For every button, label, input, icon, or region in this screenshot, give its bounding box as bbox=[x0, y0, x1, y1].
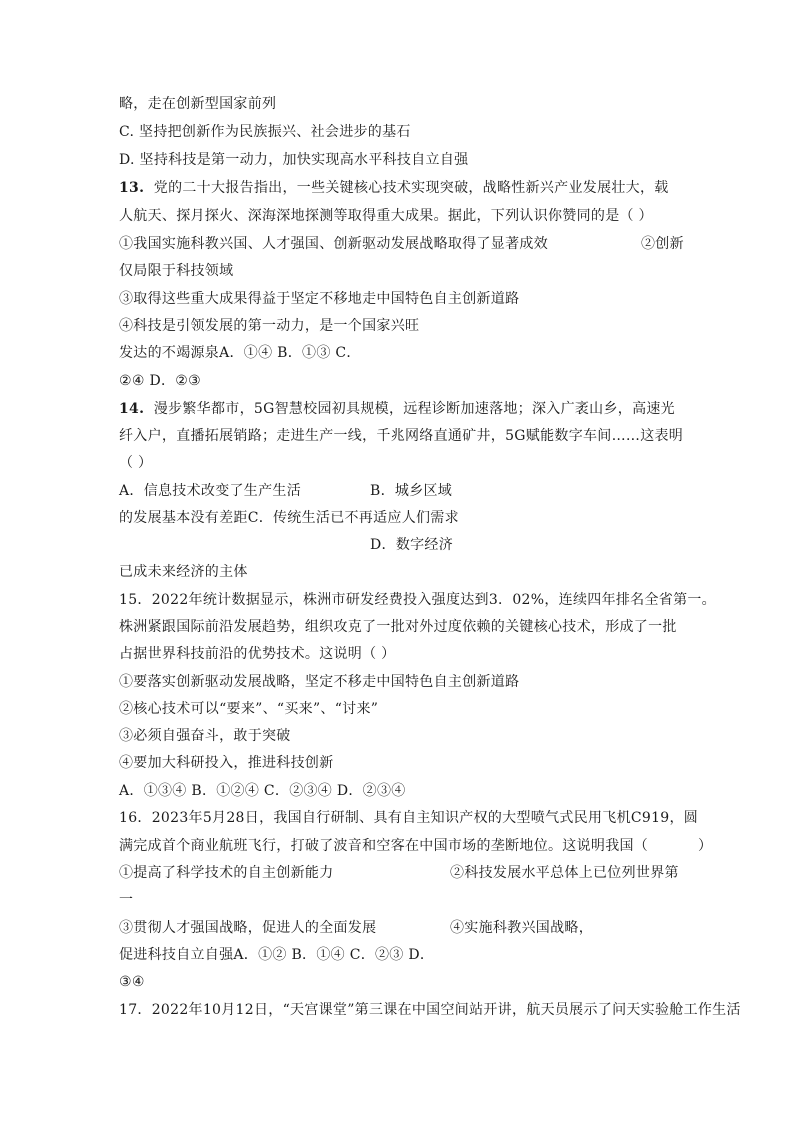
q16-statement-2-start: ②科技发展水平总体上已位列世界第 bbox=[450, 865, 679, 881]
q15-statement-3: ③必须自强奋斗，敢于突破 bbox=[119, 728, 291, 744]
q16-statement-4-start: ④实施科教兴国战略， bbox=[450, 920, 593, 936]
q15-statement-1: ①要落实创新驱动发展战略，坚定不移走中国特色自主创新道路 bbox=[119, 674, 520, 690]
q14-option-b-start: B．城乡区域 bbox=[370, 483, 453, 499]
q13-statement-2-start: ②创新 bbox=[641, 236, 684, 252]
q14-option-b-end-option-c: 的发展基本没有差距C．传统生活已不再适应人们需求 bbox=[119, 510, 459, 526]
q16-statement-2-end: 一 bbox=[119, 892, 134, 908]
q16-statement-3: ③贯彻人才强国战略，促进人的全面发展 bbox=[119, 920, 377, 936]
q13-options-line-1: 发达的不竭源泉A．①④ B．①③ C． bbox=[119, 345, 361, 361]
q13-statement-2-end: 仅局限于科技领域 bbox=[119, 263, 234, 279]
q13-number: 13. bbox=[119, 180, 145, 196]
q15-statement-2: ②核心技术可以“要来”、“买来”、“讨来” bbox=[119, 701, 379, 717]
option-b-continuation: 略，走在创新型国家前列 bbox=[119, 96, 277, 112]
q15-options: A．①③④ B．①②④ C．②③④ D．②③④ bbox=[119, 783, 406, 799]
q17-line-1: 17．2022年10月12日，“天宫课堂”第三课在中国空间站开讲，航天员展示了问天实验舱工作生活 bbox=[119, 1002, 741, 1018]
q14-number: 14. bbox=[119, 401, 145, 417]
q16-line-2: 满完成首个商业航班飞行，打破了波音和空客在中国市场的垄断地位。这说明我国（ bbox=[119, 838, 649, 854]
q13-statement-1: ①我国实施科教兴国、人才强国、创新驱动发展战略取得了显著成效 bbox=[119, 236, 548, 252]
option-c: C. 坚持把创新作为民族振兴、社会进步的基石 bbox=[119, 124, 411, 140]
q14-line-2: 纤入户，直播拓展销路；走进生产一线，千兆网络直通矿井，5G赋能数字车间……这表明 bbox=[119, 428, 684, 444]
q16-answer-bracket-close: ） bbox=[698, 838, 713, 854]
q13-line-2: 人航天、探月探火、深海深地探测等取得重大成果。据此，下列认识你赞同的是（ ） bbox=[119, 208, 653, 224]
q15-statement-4: ④要加大科研投入，推进科技创新 bbox=[119, 755, 334, 771]
q14-option-d-start: D．数字经济 bbox=[370, 537, 454, 553]
q14-answer-bracket: （ ） bbox=[119, 455, 153, 471]
q15-line-3: 占据世界科技前沿的优势技术。这说明（ ） bbox=[119, 646, 396, 662]
q16-options-line-2: ③④ bbox=[119, 974, 145, 990]
q13-statement-4: ④科技是引领发展的第一动力，是一个国家兴旺 bbox=[119, 318, 420, 334]
q15-line-1: 15．2022年统计数据显示，株洲市研发经费投入强度达到3．02%，连续四年排名全省第一。 bbox=[119, 592, 716, 608]
option-d: D. 坚持科技是第一动力，加快实现高水平科技自立自强 bbox=[119, 152, 469, 168]
q14-line-1 bbox=[119, 400, 675, 418]
q15-line-2: 株洲紧跟国际前沿发展趋势，组织攻克了一批对外过度依赖的关键核心技术，形成了一批 bbox=[119, 619, 677, 635]
q16-line-1: 16．2023年5月28日，我国自行研制、具有自主知识产权的大型喷气式民用飞机C919，圆 bbox=[119, 810, 699, 826]
q14-option-a: A．信息技术改变了生产生活 bbox=[119, 483, 302, 499]
q14-stem-1: 漫步繁华都市，5G智慧校园初具规模，远程诊断加速落地；深入广袤山乡，高速光 bbox=[153, 401, 675, 417]
q16-statement-1: ①提高了科学技术的自主创新能力 bbox=[119, 865, 334, 881]
q16-options-line-1: 促进科技自立自强A．①② B．①④ C．②③ D． bbox=[119, 947, 435, 963]
q13-statement-3: ③取得这些重大成果得益于坚定不移地走中国特色自主创新道路 bbox=[119, 291, 520, 307]
q14-option-d-end: 已成未来经济的主体 bbox=[119, 564, 248, 580]
q13-stem-1: 党的二十大报告指出，一些关键核心技术实现突破，战略性新兴产业发展壮大，载 bbox=[153, 180, 669, 196]
q13-line-1 bbox=[119, 179, 669, 197]
q13-options-line-2: ②④ D．②③ bbox=[119, 373, 201, 389]
